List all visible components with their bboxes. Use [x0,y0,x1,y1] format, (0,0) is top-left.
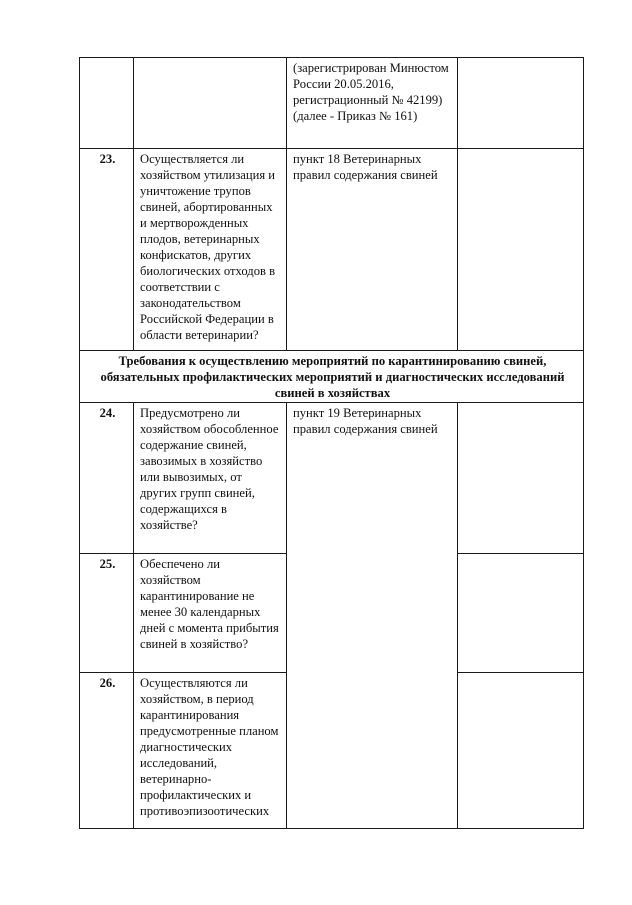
question-cell: Осуществляется ли хозяйством утилизация и уничтожение трупов свиней, абортированных и мертворожденных плодов, ветеринарных конфискатов, других биологических отходов в соответствии с законодательством Российской Федерации в области ветеринарии? [134,149,287,351]
answer-cell [458,149,584,351]
legal-reference-cell: пункт 18 Ветеринарных правил содержания свиней [287,149,458,351]
question-cell: Осуществляются ли хозяйством, в период карантинирования предусмотренные планом диагностических исследований, ветеринарно-профилактических и противоэпизоотических [134,673,287,829]
document-page [79,57,584,829]
answer-cell [458,673,584,829]
table-row [80,58,584,149]
answer-cell [458,554,584,673]
section-heading: Требования к осуществлению мероприятий по карантинированию свиней, обязательных профилактических мероприятий и диагностических исследований свиней в хозяйствах [80,351,584,403]
question-cell: Обеспечено ли хозяйством карантинирование не менее 30 календарных дней с момента прибытия свиней в хозяйство? [134,554,287,673]
section-row [80,351,584,403]
question-cell: Предусмотрено ли хозяйством обособленное содержание свиней, завозимых в хозяйство или вывозимых, от других групп свиней, содержащихся в хозяйстве? [134,403,287,554]
answer-cell [458,58,584,149]
legal-reference-cell: пункт 19 Ветеринарных правил содержания свиней [287,403,458,829]
checklist-table [79,57,584,829]
row-number: 26. [80,673,134,829]
answer-cell [458,403,584,554]
question-cell [134,58,287,149]
table-row [80,149,584,351]
row-number [80,58,134,149]
row-number: 23. [80,149,134,351]
row-number: 24. [80,403,134,554]
legal-reference-cell: (зарегистрирован Минюстом России 20.05.2016, регистрационный № 42199) (далее - Приказ № 161) [287,58,458,149]
table-row [80,403,584,554]
row-number: 25. [80,554,134,673]
